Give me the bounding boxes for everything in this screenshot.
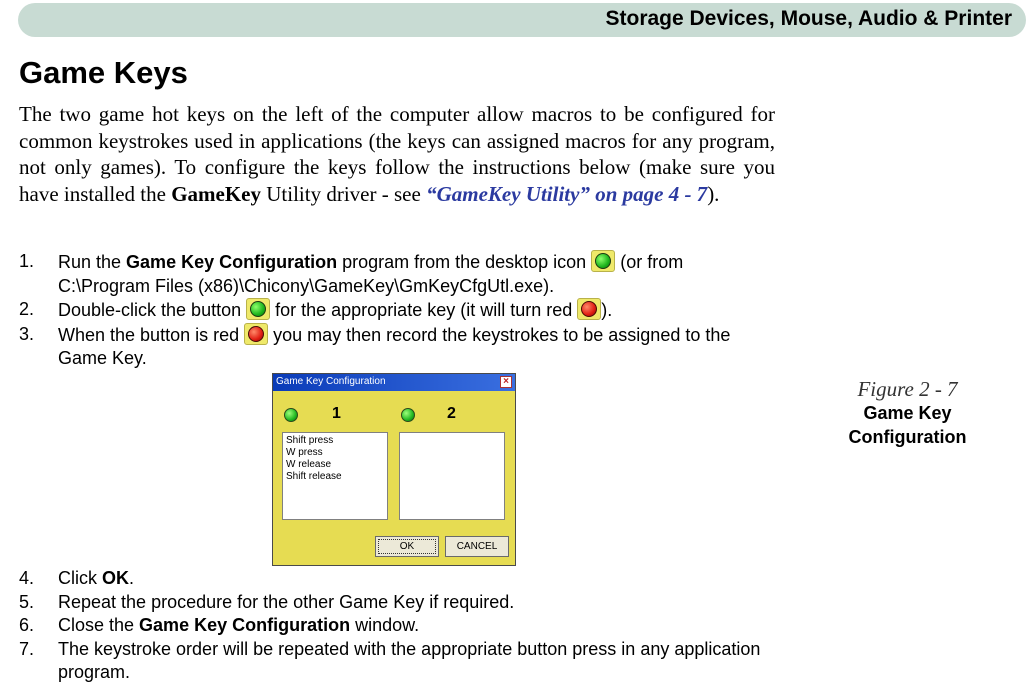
- list-item: W press: [286, 447, 323, 458]
- list-item: [19, 591, 779, 615]
- header-title: Storage Devices, Mouse, Audio & Printer: [605, 7, 1012, 30]
- step-text: The keystroke order will be repeated with the appropriate button press in any application program.: [58, 638, 761, 682]
- step-text: When the button is red: [58, 324, 245, 345]
- game-key-configuration-dialog: [272, 373, 516, 566]
- key1-macro-list[interactable]: [282, 432, 388, 520]
- cancel-button[interactable]: CANCEL: [445, 536, 509, 557]
- step-text: Run the: [58, 252, 127, 272]
- step-text: Click: [58, 568, 102, 588]
- key2-macro-list[interactable]: [399, 432, 505, 520]
- red-button-icon: [577, 298, 601, 320]
- step-text: for the appropriate key (it will turn red: [270, 300, 578, 320]
- steps-list: [19, 250, 779, 371]
- green-button-icon: [246, 298, 270, 320]
- list-item: Shift press: [286, 435, 334, 446]
- cross-reference-link[interactable]: “GameKey Utility” on page 4 - 7: [426, 181, 708, 206]
- key1-label: 1: [332, 405, 341, 422]
- step-number: 1.: [19, 251, 35, 271]
- list-item: [19, 298, 779, 323]
- step-number: 4.: [19, 568, 35, 588]
- step-bold: Game Key Configuration: [139, 615, 351, 635]
- key2-led-icon[interactable]: [401, 408, 415, 422]
- step-number: 3.: [19, 323, 35, 344]
- red-button-icon: [244, 323, 268, 345]
- list-item: [19, 614, 779, 638]
- close-icon[interactable]: ×: [500, 376, 512, 388]
- list-item: [19, 250, 779, 298]
- step-text: Double-click the button: [58, 300, 247, 320]
- step-number: 2.: [19, 299, 35, 319]
- step-text: program from the desktop icon: [337, 252, 592, 272]
- step-number: 7.: [19, 638, 35, 659]
- ok-button[interactable]: OK: [375, 536, 439, 557]
- steps-list-continued: [19, 567, 779, 685]
- dialog-titlebar: [273, 374, 515, 391]
- step-text: Close the: [58, 615, 140, 635]
- list-item: [19, 638, 779, 685]
- step-number: 6.: [19, 615, 35, 635]
- intro-text-3: ).: [707, 181, 720, 206]
- list-item: W release: [286, 459, 332, 470]
- list-item: [19, 567, 779, 591]
- figure-title-line: Configuration: [848, 427, 967, 447]
- figure-title-line: Game Key: [863, 403, 952, 423]
- intro-text-2: Utility driver - see: [261, 181, 427, 206]
- green-button-icon: [591, 250, 615, 272]
- step-text: Repeat the procedure for the other Game Key if required.: [58, 591, 515, 612]
- figure-caption: [800, 377, 1015, 449]
- list-item: Shift release: [286, 471, 342, 482]
- intro-bold: GameKey: [171, 181, 262, 206]
- step-text: ).: [601, 300, 613, 320]
- dialog-title: Game Key Configuration: [276, 376, 386, 387]
- step-bold: Game Key Configuration: [126, 252, 338, 272]
- step-text: .: [129, 568, 135, 588]
- step-bold: OK: [102, 568, 129, 588]
- intro-paragraph: [19, 101, 775, 207]
- header-bar: [18, 3, 1026, 37]
- key1-led-icon[interactable]: [284, 408, 298, 422]
- step-text: window.: [350, 615, 420, 635]
- list-item: [19, 323, 779, 371]
- intro-text-1: The two game hot keys on the left of the computer allow macros to be configured for common keystrokes used in applications (the keys can assigned macros for any program, not only games). To configure the keys follow the instructions below (make sure you have installed the: [19, 102, 775, 206]
- step-text: you may then record the keystrokes to be assigned to the Game Key.: [58, 324, 731, 368]
- step-number: 5.: [19, 591, 35, 612]
- page-title: Game Keys: [19, 55, 188, 90]
- step-text: (or from C:\Program Files (x86)\Chicony\GameKey\GmKeyCfgUtl.exe).: [58, 252, 684, 296]
- key2-label: 2: [447, 405, 456, 422]
- figure-number: Figure 2 - 7: [857, 377, 958, 401]
